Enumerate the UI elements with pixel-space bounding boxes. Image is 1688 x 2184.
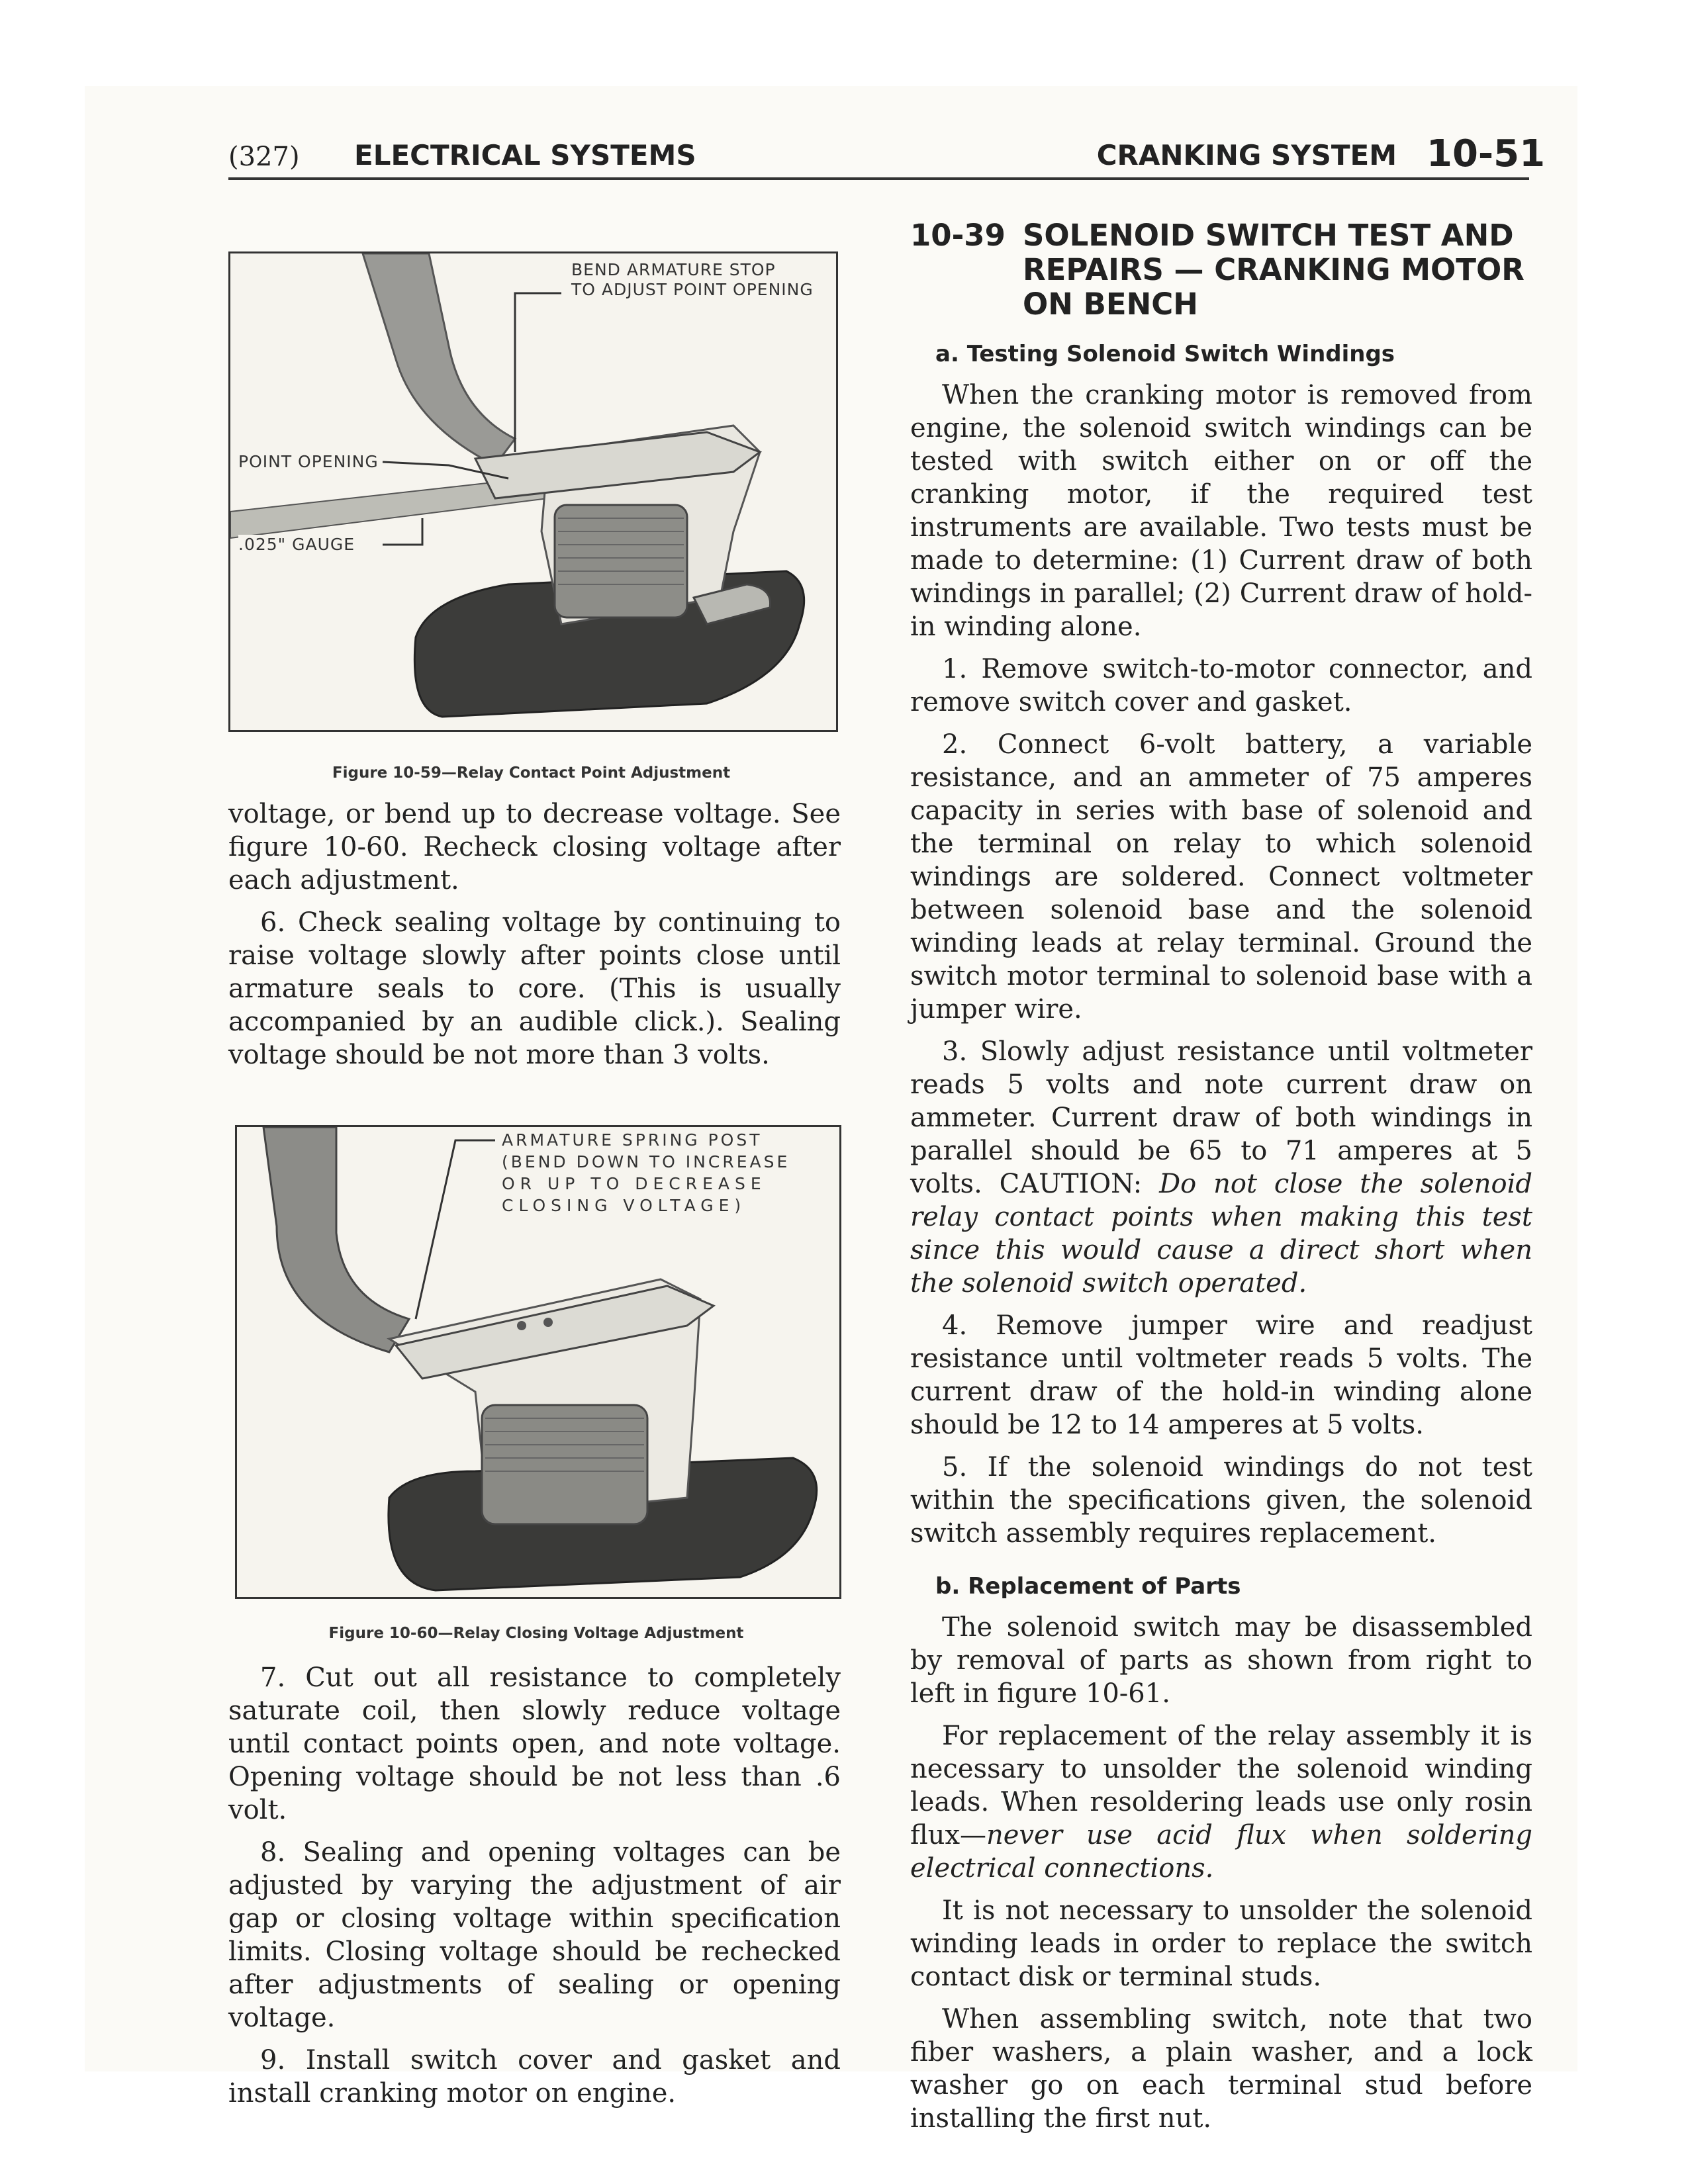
section-page-number: 10-51 — [1427, 132, 1546, 175]
callout-or-up: OR UP TO DECREASE — [502, 1174, 767, 1193]
section-title: SOLENOID SWITCH TEST AND REPAIRS — CRANKING MOTOR ON BENCH — [1023, 218, 1524, 322]
paragraph-replacement-2 — [910, 1719, 1532, 1885]
paragraph-step-9: 9. Install switch cover and gasket and install cranking motor on engine. — [228, 2045, 841, 2109]
running-head-right: CRANKING SYSTEM — [1096, 139, 1397, 171]
page-number: (327) — [228, 142, 300, 172]
subheading-replacement: b. Replacement of Parts — [935, 1573, 1241, 1600]
left-column-top — [228, 797, 841, 1081]
paragraph-testing-intro: When the cranking motor is removed from engine, the solenoid switch windings can be tested with switch either on or off the cranking motor, if the required test instruments are available. Two tests must be made to determine: (1) Current draw of both windings in parallel; (2) Current draw of hold-in winding alone. — [910, 380, 1532, 642]
callout-gauge: .025" GAUGE — [238, 535, 355, 554]
callout-bend-armature-stop: BEND ARMATURE STOP — [571, 260, 776, 279]
section-number: 10-39 — [910, 218, 1006, 253]
paragraph-test-step-1: 1. Remove switch-to-motor connector, and remove switch cover and gasket. — [910, 654, 1532, 717]
figure-10-59 — [228, 251, 838, 732]
paragraph-step-7: 7. Cut out all resistance to completely saturate coil, then slowly reduce voltage until contact points open, and note voltage. Opening voltage should be not less than .6 volt. — [228, 1662, 841, 1825]
figure-10-59-caption: Figure 10-59—Relay Contact Point Adjustment — [332, 764, 731, 782]
left-column-bottom — [228, 1661, 841, 2119]
figure-10-60-caption: Figure 10-60—Relay Closing Voltage Adjustment — [328, 1625, 744, 1642]
figure-10-60 — [235, 1125, 841, 1599]
right-column — [910, 338, 1532, 2144]
paragraph-step-6: 6. Check sealing voltage by continuing to raise voltage slowly after points close until armature seals to core. (This is usually accompanied by an audible click.). Sealing voltage should be not more than 3 volts. — [228, 907, 841, 1070]
paragraph-test-step-5: 5. If the solenoid windings do not test within the specifications given, the solenoid switch assembly requires replacement. — [910, 1452, 1532, 1549]
test-step-3-text: 3. Slowly adjust resistance until voltmeter reads 5 volts and note current draw on ammeter. Current draw of both windings in parallel should be 65 to 71 amperes at 5 volts. CAUTION: — [910, 1036, 1532, 1199]
paragraph-test-step-4: 4. Remove jumper wire and readjust resistance until voltmeter reads 5 volts. The current draw of the hold-in winding alone should be 12 to 14 amperes at 5 volts. — [910, 1310, 1532, 1440]
running-head-left: ELECTRICAL SYSTEMS — [354, 139, 696, 171]
replacement-2-text: For replacement of the relay assembly it is necessary to unsolder the solenoid winding leads. When resoldering leads use only rosin flux— — [910, 1721, 1532, 1850]
paragraph-replacement-1: The solenoid switch may be disassembled by removal of parts as shown from right to left in figure 10-61. — [910, 1612, 1532, 1709]
paragraph-replacement-4: When assembling switch, note that two fiber washers, a plain washer, and a lock washer go on each terminal stud before installing the first nut. — [910, 2004, 1532, 2134]
relay-contact-illustration — [230, 253, 836, 730]
section-heading — [910, 218, 1546, 322]
test-step-3-caution: Do not close the solenoid relay contact points when making this test since this would cause a direct short when the solenoid switch operated. — [910, 1169, 1533, 1298]
callout-adjust-point-opening: TO ADJUST POINT OPENING — [571, 280, 814, 299]
replacement-2-warning: never use acid flux when soldering electrical connections. — [910, 1820, 1532, 1884]
callout-bend-down: (BEND DOWN TO INCREASE — [502, 1152, 790, 1171]
callout-point-opening: POINT OPENING — [238, 452, 379, 471]
callout-armature-spring-post: ARMATURE SPRING POST — [502, 1130, 763, 1150]
paragraph-continuation: voltage, or bend up to decrease voltage. See figure 10-60. Recheck closing voltage after each adjustment. — [228, 799, 841, 895]
paragraph-step-8: 8. Sealing and opening voltages can be adjusted by varying the adjustment of air gap or closing voltage within specification limits. Closing voltage should be rechecked after adjustments of sealing or opening voltage. — [228, 1837, 841, 2033]
callout-closing-voltage: CLOSING VOLTAGE) — [502, 1196, 747, 1215]
paragraph-test-step-3 — [910, 1035, 1532, 1300]
header-rule — [228, 177, 1529, 180]
subheading-testing: a. Testing Solenoid Switch Windings — [935, 341, 1395, 367]
paragraph-test-step-2: 2. Connect 6-volt battery, a variable resistance, and an ammeter of 75 amperes capacity in series with base of solenoid and the terminal on relay to which solenoid windings are soldered. Connect voltmeter between solenoid base and the solenoid winding leads at relay terminal. Ground the switch motor terminal to solenoid base with a jumper wire. — [910, 729, 1532, 1024]
paragraph-replacement-3: It is not necessary to unsolder the solenoid winding leads in order to replace the switch contact disk or terminal studs. — [910, 1895, 1532, 1992]
